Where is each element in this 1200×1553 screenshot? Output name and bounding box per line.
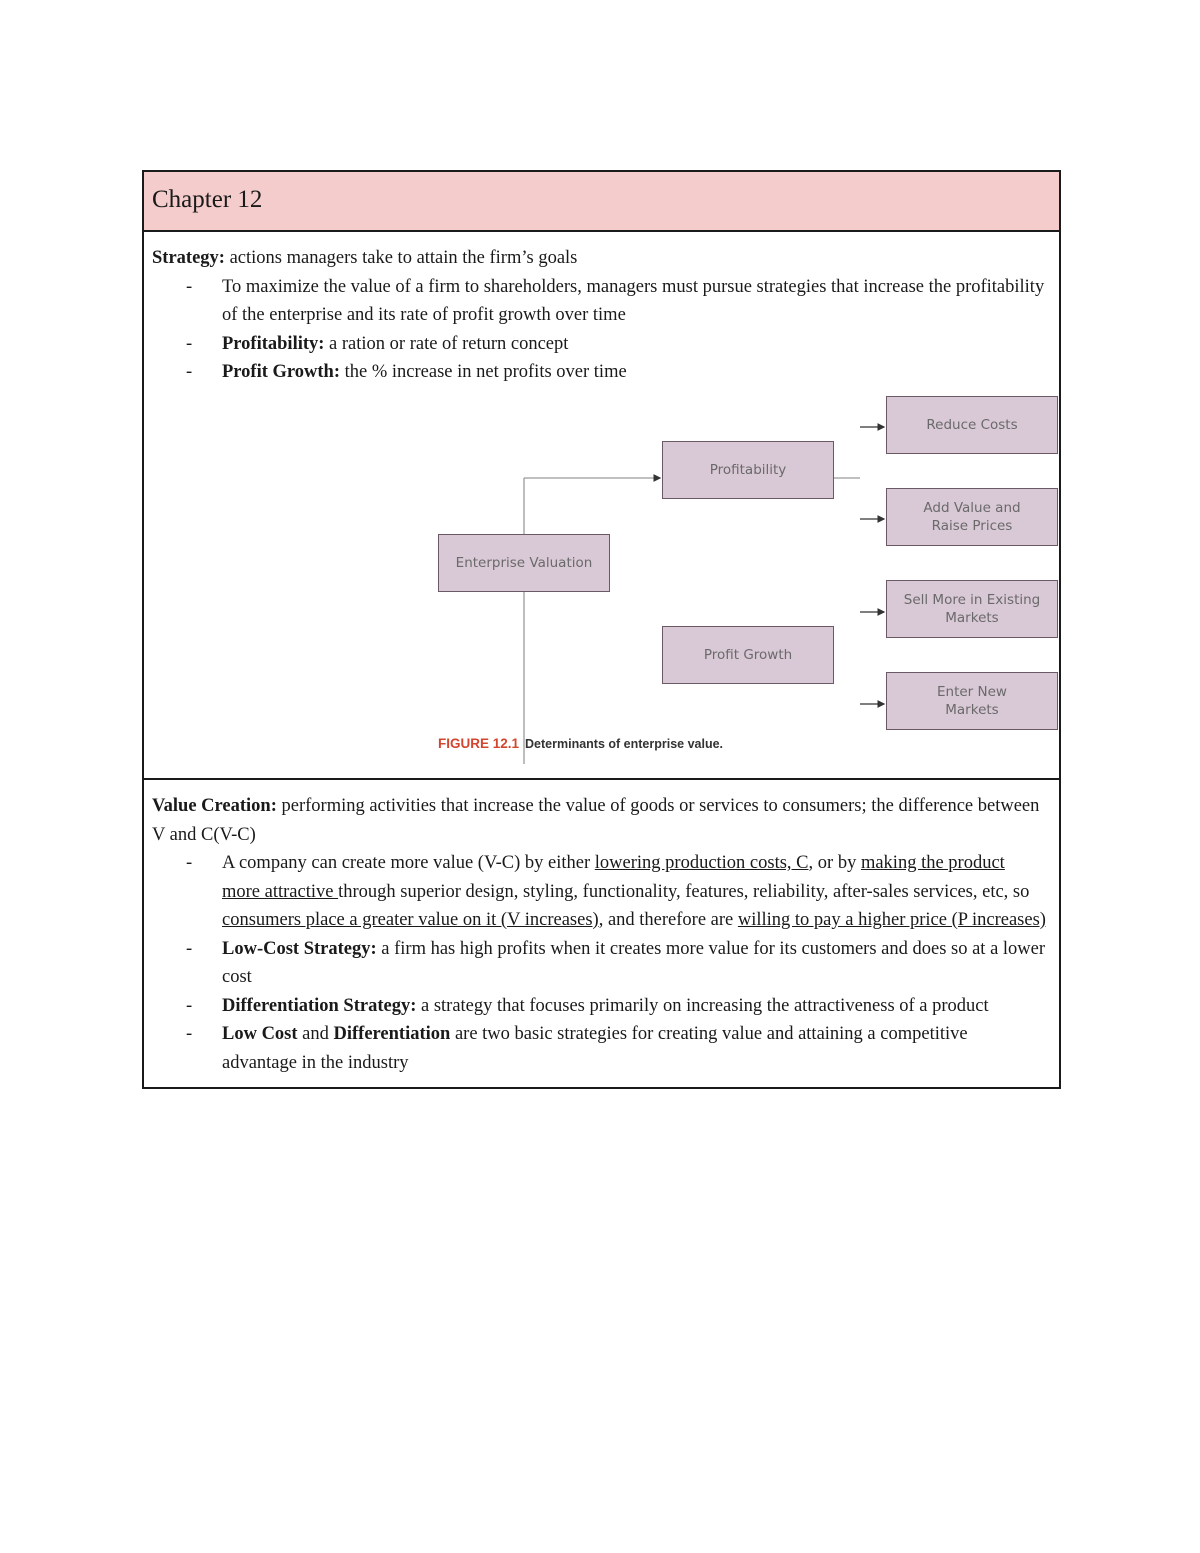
bullet-dash: - [186, 995, 193, 1016]
list-item [152, 935, 1047, 992]
bullet-text: a firm has high profits when it creates more value for its customers and does so at a lower cost [222, 938, 1046, 987]
list-item [152, 1020, 1047, 1077]
profitability-box: Profitability [662, 441, 834, 499]
notes-table [142, 170, 1061, 1089]
bullet-text: To maximize the value of a firm to shareholders, managers must pursue strategies that increase the profitability of the enterprise and its rate of profit growth over time [222, 276, 1045, 325]
strategy-definition-text: actions managers take to attain the firm’s goals [224, 248, 578, 268]
bullet-term: Differentiation Strategy: [222, 995, 417, 1016]
bullet-text: and [297, 1024, 334, 1044]
strategy-definition [152, 244, 1047, 273]
list-item [152, 849, 1047, 935]
bullet-text: a ration or rate of return concept [324, 333, 569, 354]
figure-caption [438, 736, 723, 751]
chapter-title: Chapter 12 [152, 186, 263, 213]
bullet-text: are two basic strategies for creating value and attaining a competitive advantage in the industry [222, 1024, 968, 1073]
bullet-text: , or by [808, 853, 861, 873]
bullet-text: , and therefore are [598, 910, 738, 930]
bullet-dash: - [186, 938, 193, 959]
profit-growth-box: Profit Growth [662, 626, 834, 684]
bullet-dash: - [186, 276, 193, 297]
bullet-text: through superior design, styling, functionality, features, reliability, after-sales services, etc, so [338, 881, 1030, 902]
list-item [152, 330, 1047, 359]
bullet-dash: - [186, 1024, 193, 1044]
figure-caption-label: FIGURE 12.1 [438, 736, 520, 751]
add-value-box: Add Value and Raise Prices [886, 488, 1058, 546]
bullet-dash: - [186, 333, 193, 354]
figure-caption-text: Determinants of enterprise value. [525, 737, 724, 751]
list-item [152, 273, 1047, 330]
list-item [152, 358, 1047, 387]
strategy-term: Strategy: [152, 248, 225, 268]
underlined-text: making the product more attractive [222, 853, 1005, 902]
bullet-dash: - [186, 362, 193, 382]
underlined-text: willing to pay a higher price (P increases) [737, 910, 1046, 930]
underlined-text: lowering production costs, C [594, 853, 809, 873]
strategy-bullets [152, 273, 1047, 387]
value-creation-term: Value Creation: [152, 796, 277, 816]
underlined-text: consumers place a greater value on it (V increases) [222, 910, 599, 930]
reduce-costs-box: Reduce Costs [886, 396, 1058, 454]
enter-new-markets-box: Enter New Markets [886, 672, 1058, 730]
value-creation-definition-text: performing activities that increase the value of goods or services to consumers; the difference between V and C(V-C) [152, 796, 1040, 845]
bullet-term: Profit Growth: [222, 362, 341, 382]
enterprise-value-figure [286, 394, 1041, 764]
chapter-header [144, 172, 1059, 232]
list-item [152, 992, 1047, 1021]
bullet-term: Differentiation [333, 1024, 451, 1044]
value-creation-bullets [152, 849, 1047, 1077]
bullet-text: the % increase in net profits over time [340, 362, 627, 382]
bullet-dash: - [186, 853, 193, 873]
bullet-term: Low Cost [222, 1024, 298, 1044]
bullet-text: a strategy that focuses primarily on increasing the attractiveness of a product [416, 995, 989, 1016]
bullet-term: Low-Cost Strategy: [222, 938, 377, 959]
value-creation-cell [144, 780, 1059, 1087]
bullet-text: A company can create more value (V-C) by either [222, 853, 595, 873]
value-creation-definition [152, 792, 1047, 849]
enterprise-valuation-box: Enterprise Valuation [438, 534, 610, 592]
sell-more-box: Sell More in Existing Markets [886, 580, 1058, 638]
bullet-term: Profitability: [222, 333, 325, 354]
